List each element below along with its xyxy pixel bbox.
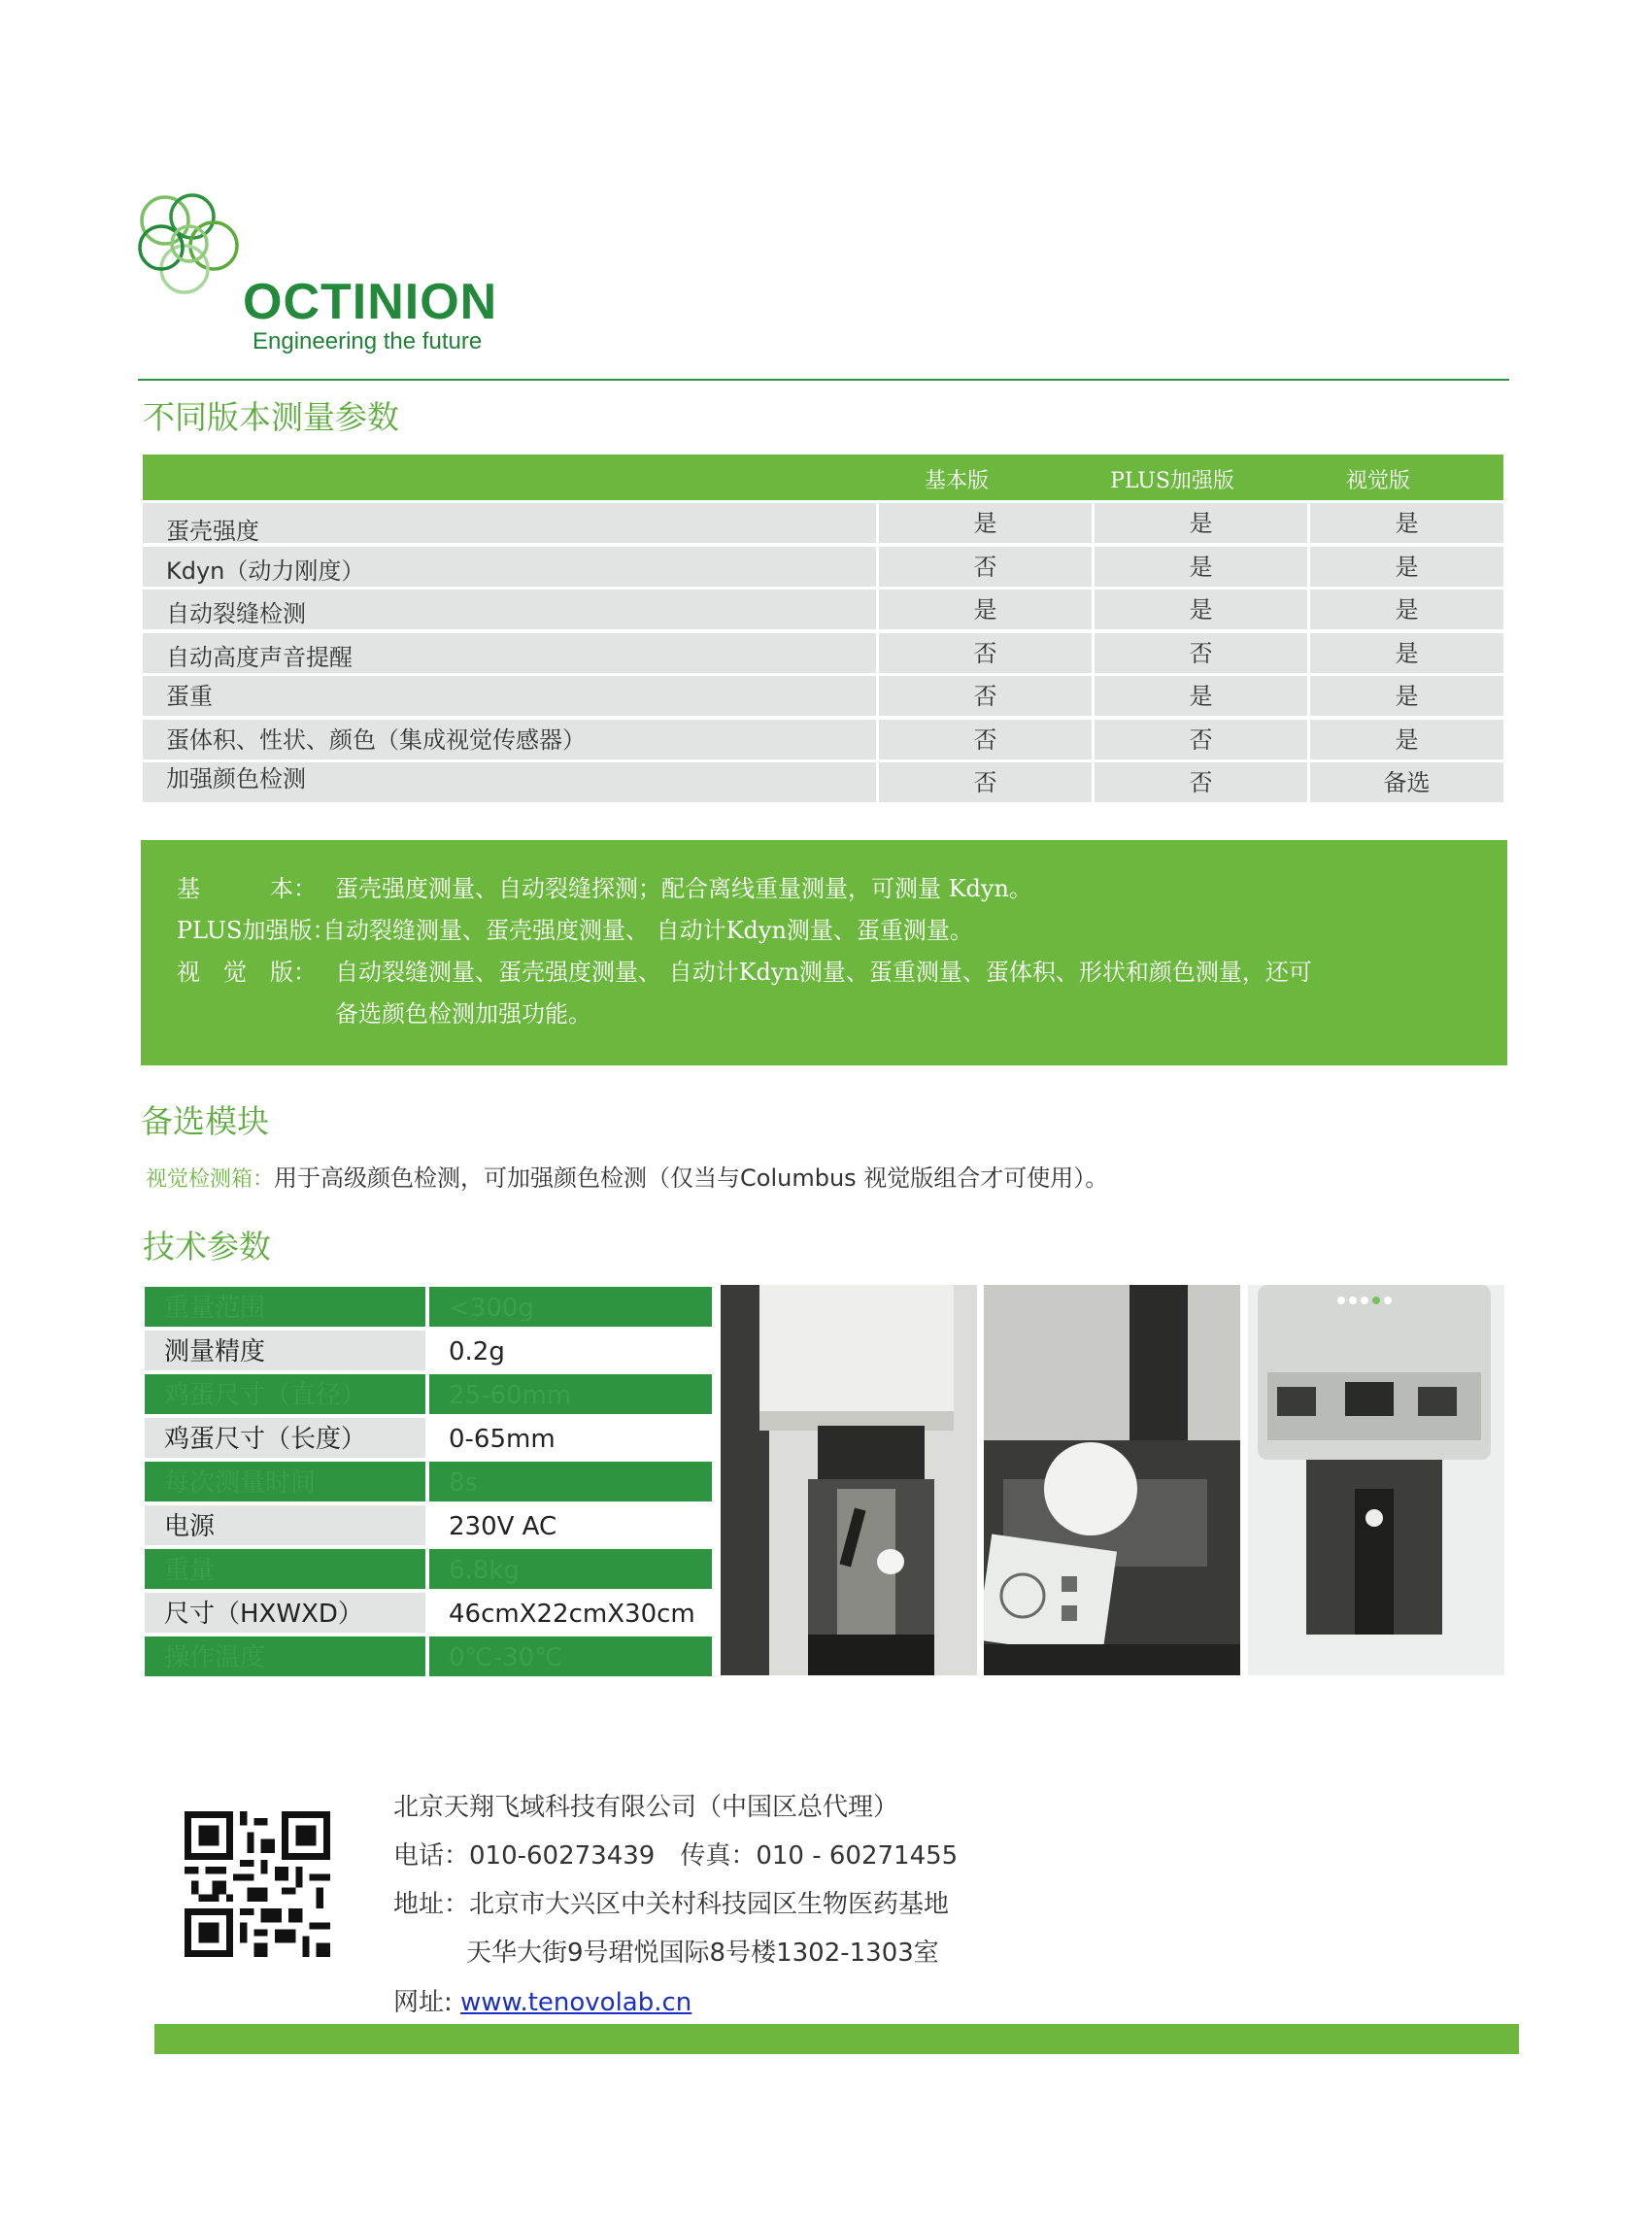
availability-value: 否 xyxy=(973,769,997,796)
product-photo-underside xyxy=(1248,1285,1504,1675)
spec-label-cell xyxy=(145,1374,425,1414)
availability-value: 否 xyxy=(973,725,997,754)
feature-label: 蛋壳强度 xyxy=(166,518,259,545)
footer-bar xyxy=(154,2024,1519,2054)
website-line xyxy=(393,1990,691,2015)
availability-cell xyxy=(1095,503,1307,543)
desc-basic-text: 蛋壳强度测量、自动裂缝探测；配合离线重量测量，可测量 Kdyn。 xyxy=(335,875,1032,902)
availability-cell xyxy=(1310,676,1503,716)
availability-value: 是 xyxy=(1395,683,1419,710)
availability-cell xyxy=(1310,590,1503,629)
website-link[interactable]: www.tenovolab.cn xyxy=(460,1988,692,2017)
tech-specs-title: 技术参数 xyxy=(143,1228,271,1265)
spec-value: 0.2g xyxy=(449,1337,505,1366)
spec-label-cell xyxy=(145,1549,425,1589)
desc-plus-label: PLUS加强版： xyxy=(177,917,336,944)
brand-tagline: Engineering the future xyxy=(253,328,483,354)
spec-label: 测量精度 xyxy=(164,1337,266,1366)
spec-value-cell xyxy=(429,1462,712,1501)
availability-cell xyxy=(1095,720,1307,759)
spec-row xyxy=(145,1549,712,1589)
feature-label: 加强颜色检测 xyxy=(166,765,306,793)
availability-value: 是 xyxy=(1189,510,1213,537)
feature-label: Kdyn（动力刚度） xyxy=(166,556,365,585)
desc-basic-label: 基 本： xyxy=(177,875,317,902)
spec-label-cell xyxy=(145,1287,425,1327)
availability-cell xyxy=(1095,676,1307,716)
spec-label: 鸡蛋尺寸（长度） xyxy=(164,1425,367,1454)
spec-value-cell xyxy=(429,1593,712,1633)
availability-value: 备选 xyxy=(1383,769,1431,796)
spec-label: 操作温度 xyxy=(164,1643,266,1672)
spec-value: 230V AC xyxy=(449,1512,557,1541)
qr-code-icon xyxy=(185,1811,330,1957)
availability-value: 否 xyxy=(1189,769,1213,796)
availability-value: 是 xyxy=(1189,553,1213,581)
availability-value: 否 xyxy=(973,553,997,581)
optional-module-line xyxy=(146,1159,1108,1193)
availability-value: 否 xyxy=(973,639,997,667)
availability-value: 是 xyxy=(1395,639,1419,667)
feature-label: 自动高度声音提醒 xyxy=(166,643,353,671)
availability-cell xyxy=(1310,547,1503,587)
spec-label: 每次测量时间 xyxy=(164,1468,317,1498)
availability-cell xyxy=(879,720,1092,759)
availability-value: 是 xyxy=(1189,596,1213,624)
column-vision: 视觉版 xyxy=(1345,469,1410,493)
availability-cell xyxy=(1310,762,1503,802)
spec-value: 6.8kg xyxy=(449,1556,520,1585)
feature-label: 蛋体积、性状、颜色（集成视觉传感器） xyxy=(166,725,586,754)
spec-label: 重量 xyxy=(164,1556,216,1585)
spec-label: 电源 xyxy=(164,1512,216,1541)
feature-cell xyxy=(143,676,876,716)
spec-value-cell xyxy=(429,1636,712,1676)
website-label: 网址: xyxy=(393,1988,461,2017)
spec-value-cell xyxy=(429,1418,712,1458)
column-plus: PLUS加强版 xyxy=(1110,469,1234,493)
availability-cell xyxy=(879,590,1092,629)
desc-vision-text: 自动裂缝测量、蛋壳强度测量、 自动计Kdyn测量、蛋重测量、蛋体积、形状和颜色测量，还可 xyxy=(335,959,1312,986)
availability-value: 是 xyxy=(1395,725,1419,754)
availability-cell xyxy=(1095,547,1307,587)
optional-module-title: 备选模块 xyxy=(141,1102,269,1140)
spec-row xyxy=(145,1636,712,1676)
availability-value: 否 xyxy=(1189,725,1213,754)
availability-value: 否 xyxy=(1189,639,1213,667)
desc-vision-text-cont: 备选颜色检测加强功能。 xyxy=(335,1000,591,1028)
availability-value: 是 xyxy=(1395,596,1419,624)
availability-cell xyxy=(879,503,1092,543)
availability-cell xyxy=(1310,633,1503,673)
feature-cell xyxy=(143,633,876,673)
company-name: 北京天翔飞域科技有限公司（中国区总代理） xyxy=(393,1793,899,1822)
product-photo-egg xyxy=(984,1285,1240,1675)
availability-value: 否 xyxy=(973,683,997,710)
feature-cell xyxy=(143,762,876,802)
spec-row xyxy=(145,1287,712,1327)
brand-name: OCTINION xyxy=(243,274,498,330)
availability-cell xyxy=(1095,762,1307,802)
spec-label-cell xyxy=(145,1331,425,1370)
spec-value-cell xyxy=(429,1331,712,1370)
spec-row xyxy=(145,1331,712,1370)
spec-row xyxy=(145,1418,712,1458)
availability-cell xyxy=(1095,590,1307,629)
spec-value-cell xyxy=(429,1287,712,1327)
version-description-panel xyxy=(141,840,1507,1065)
spec-value: 8s xyxy=(449,1468,479,1498)
availability-cell xyxy=(879,762,1092,802)
spec-label-cell xyxy=(145,1505,425,1545)
availability-cell xyxy=(879,633,1092,673)
spec-label-cell xyxy=(145,1418,425,1458)
availability-value: 是 xyxy=(973,596,997,624)
spec-label-cell xyxy=(145,1593,425,1633)
spec-label: 重量范围 xyxy=(164,1294,266,1323)
availability-value: 是 xyxy=(1395,510,1419,537)
spec-row xyxy=(145,1374,712,1414)
phone-fax: 电话：010-60273439 传真：010 - 60271455 xyxy=(393,1841,959,1871)
spec-label-cell xyxy=(145,1462,425,1501)
octinion-logo-icon xyxy=(136,189,248,306)
feature-label: 自动裂缝检测 xyxy=(166,600,306,627)
feature-cell xyxy=(143,547,876,587)
address-line-2: 天华大街9号珺悦国际8号楼1302-1303室 xyxy=(466,1939,939,1968)
optional-module-text: 用于高级颜色检测，可加强颜色检测（仅当与Columbus 视觉版组合才可使用）。 xyxy=(274,1164,1109,1192)
spec-value: 46cmX22cmX30cm xyxy=(449,1600,695,1629)
versions-table-header xyxy=(143,455,1503,500)
product-photo-probe xyxy=(721,1285,977,1675)
desc-plus-text: 自动裂缝测量、蛋壳强度测量、 自动计Kdyn测量、蛋重测量。 xyxy=(322,917,973,944)
feature-cell xyxy=(143,503,876,543)
spec-value-cell xyxy=(429,1505,712,1545)
spec-label: 鸡蛋尺寸（直径） xyxy=(164,1381,367,1410)
spec-value: 25-60mm xyxy=(449,1381,572,1410)
desc-vision-label: 视 觉 版： xyxy=(177,959,317,986)
spec-row xyxy=(145,1505,712,1545)
feature-cell xyxy=(143,590,876,629)
availability-cell xyxy=(1310,720,1503,759)
availability-value: 是 xyxy=(1189,683,1213,710)
versions-title: 不同版本测量参数 xyxy=(143,398,399,436)
header-divider xyxy=(138,379,1509,381)
availability-cell xyxy=(1310,503,1503,543)
spec-value: 0-65mm xyxy=(449,1425,556,1454)
feature-cell xyxy=(143,720,876,759)
availability-value: 是 xyxy=(1395,553,1419,581)
availability-value: 是 xyxy=(973,510,997,537)
spec-row xyxy=(145,1462,712,1501)
address-line-1: 地址：北京市大兴区中关村科技园区生物医药基地 xyxy=(393,1890,950,1919)
availability-cell xyxy=(879,547,1092,587)
availability-cell xyxy=(1095,633,1307,673)
spec-label-cell xyxy=(145,1636,425,1676)
availability-cell xyxy=(879,676,1092,716)
column-basic: 基本版 xyxy=(924,469,989,493)
spec-row xyxy=(145,1593,712,1633)
spec-label: 尺寸（HXWXD） xyxy=(164,1600,363,1629)
optional-module-label: 视觉检测箱： xyxy=(146,1167,275,1192)
spec-value: <300g xyxy=(449,1294,534,1323)
spec-value-cell xyxy=(429,1374,712,1414)
spec-value-cell xyxy=(429,1549,712,1589)
feature-label: 蛋重 xyxy=(166,683,213,710)
spec-value: 0℃-30℃ xyxy=(449,1643,563,1672)
